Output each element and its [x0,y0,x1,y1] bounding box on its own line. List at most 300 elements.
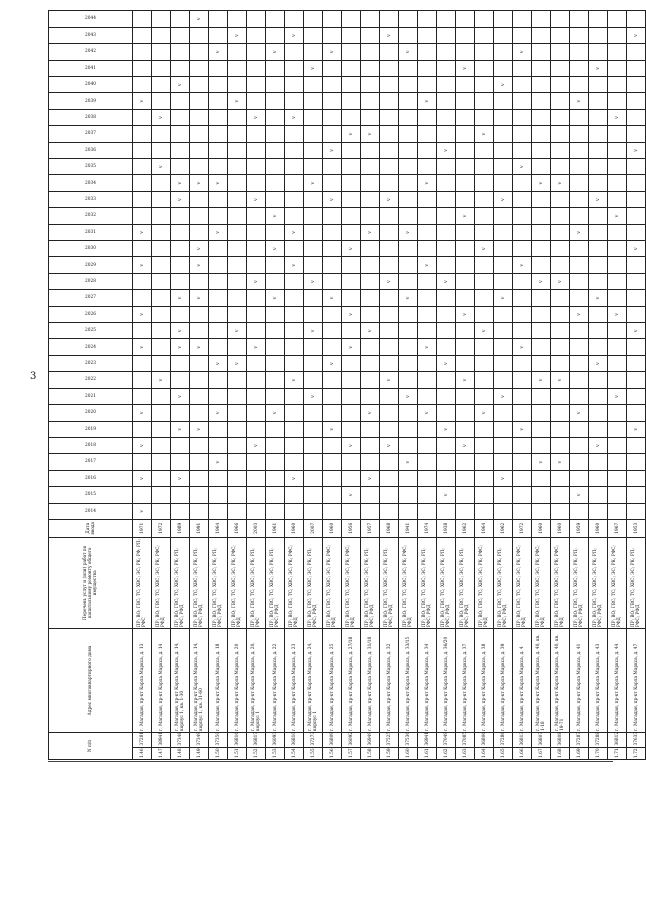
year-cell [285,339,304,355]
year-cell [589,454,608,470]
year-cell [608,273,627,289]
year-cell [209,208,228,224]
year-cell [247,339,266,355]
year-cell [152,27,171,43]
year-cell [494,273,513,289]
year-cell [570,109,589,125]
work-scheduled-mark: v [347,444,354,448]
year-cell [209,454,228,470]
year-label: 2030 [85,246,96,252]
year-cell [570,191,589,207]
table-row [304,11,323,760]
work-scheduled-mark: v [480,411,487,415]
work-scheduled-mark: v [195,263,202,267]
year-cell [456,241,475,257]
year-cell [608,487,627,503]
year-cell [209,257,228,273]
year-cell [570,273,589,289]
year-cell [152,273,171,289]
work-scheduled-mark: v [214,230,221,234]
year-cell [589,109,608,125]
year-label: 2014 [85,508,96,514]
table-row [399,11,418,760]
year-cell [304,306,323,322]
work-scheduled-mark: v [214,460,221,464]
year-cell [456,60,475,76]
work-scheduled-mark: v [290,378,297,382]
year-label: 2016 [85,475,96,481]
year-cell [323,306,342,322]
work-scheduled-mark: v [423,345,430,349]
year-cell [513,208,532,224]
year-cell [475,76,494,92]
year-cell [380,470,399,486]
year-cell [133,76,152,92]
row-services: ПР; ВО; ГВС; ТС; ХВС; ЭС; РК; РП; РФС; РФД [589,537,608,628]
year-cell [228,355,247,371]
year-cell [589,290,608,306]
year-cell [323,109,342,125]
year-cell [266,241,285,257]
year-cell [342,126,361,142]
year-cell [209,76,228,92]
year-cell [513,405,532,421]
year-cell [551,503,570,519]
year-cell [285,405,304,421]
year-cell [380,487,399,503]
row-house-id: 36806 [475,732,494,747]
year-cell [342,339,361,355]
year-cell [190,142,209,158]
year-cell [304,355,323,371]
year-cell [475,355,494,371]
year-cell [228,503,247,519]
year-cell [190,388,209,404]
year-cell [551,76,570,92]
year-header [49,454,133,470]
year-cell [304,224,323,240]
year-cell [285,437,304,453]
year-cell [152,60,171,76]
year-header [49,372,133,388]
work-scheduled-mark: v [461,214,468,218]
year-cell [456,93,475,109]
year-cell [380,290,399,306]
year-cell [209,470,228,486]
year-cell [133,273,152,289]
year-cell [608,241,627,257]
row-services: ПР; ВО; ГВС; ТС; ХВС; ЭС; РК; РП; РФС [247,537,266,628]
row-number: 1.68 [551,747,570,759]
row-house-id: 36949 [361,732,380,747]
header-n: N п/п [49,732,133,759]
year-cell [247,60,266,76]
year-cell [551,257,570,273]
year-cell [323,44,342,60]
year-cell [380,191,399,207]
year-cell [152,290,171,306]
row-services: ПР; ВО; ГВС; ТС; ХВС; ЭС; РК; РФС; РФД [228,537,247,628]
row-house-id: 37349 [190,732,209,747]
year-cell [380,241,399,257]
year-cell [152,355,171,371]
year-cell [323,11,342,28]
year-cell [475,339,494,355]
year-label: 2023 [85,361,96,367]
year-cell [133,437,152,453]
year-cell [285,388,304,404]
work-scheduled-mark: v [423,99,430,103]
row-date: 1957 [361,519,380,537]
row-services: ПР; ВО; ГВС; ТС; ХВС; ЭС; РК; РП; РФС; РФД [494,537,513,628]
year-cell [608,208,627,224]
year-cell [133,27,152,43]
year-cell [475,142,494,158]
year-cell [418,388,437,404]
year-cell [190,93,209,109]
year-cell [361,191,380,207]
year-cell [209,487,228,503]
year-cell [589,273,608,289]
work-scheduled-mark: v [271,296,278,300]
year-cell [418,372,437,388]
year-cell [494,405,513,421]
year-cell [513,470,532,486]
year-cell [171,175,190,191]
year-cell [437,159,456,175]
year-cell [475,126,494,142]
year-cell [494,257,513,273]
year-cell [171,421,190,437]
year-cell [285,503,304,519]
year-cell [152,76,171,92]
row-services: ПР; ВО; ГВС; ТС; ХВС; ЭС; РК; РФС; РФД [513,537,532,628]
year-cell [418,76,437,92]
year-cell [551,323,570,339]
year-cell [209,323,228,339]
work-scheduled-mark: v [233,329,240,333]
year-cell [570,241,589,257]
year-cell [608,27,627,43]
year-cell [266,437,285,453]
year-label: 2017 [85,459,96,465]
row-house-id: 37273 [304,732,323,747]
year-cell [133,109,152,125]
year-cell [228,339,247,355]
row-house-id: 37525 [380,732,399,747]
row-date: 1962 [456,519,475,537]
year-cell [532,60,551,76]
year-cell [627,159,646,175]
year-cell [456,11,475,28]
row-date: 1968 [380,519,399,537]
year-cell [190,454,209,470]
year-cell [152,208,171,224]
work-scheduled-mark: v [328,362,335,366]
year-cell [361,241,380,257]
year-header [49,355,133,371]
year-cell [532,76,551,92]
work-scheduled-mark: v [613,395,620,398]
year-cell [133,44,152,60]
year-cell [399,224,418,240]
year-cell [437,142,456,158]
row-services: ПР; ВО; ГВС; ТС; ХВС; ЭС; РК; РП; РФС; РФД [418,537,437,628]
row-address: г. Магадан, пр-кт Карла Маркса, д. 31/18 [361,629,380,733]
year-cell [532,257,551,273]
year-cell [342,487,361,503]
year-cell [247,126,266,142]
year-cell [342,11,361,28]
year-cell [342,224,361,240]
year-cell [171,405,190,421]
row-house-id: 37348 [171,732,190,747]
year-cell [494,159,513,175]
year-cell [285,208,304,224]
year-header [49,323,133,339]
row-date: 2003 [247,519,266,537]
year-label: 2033 [85,197,96,203]
table-row [266,11,285,760]
work-scheduled-mark: v [214,411,221,415]
work-scheduled-mark: v [195,345,202,349]
year-cell [209,109,228,125]
year-cell [152,306,171,322]
year-cell [532,224,551,240]
work-scheduled-mark: v [271,247,278,251]
row-address: г. Магадан, пр-кт Карла Маркса, д. 22 [266,629,285,733]
year-cell [589,60,608,76]
year-cell [171,44,190,60]
year-cell [418,11,437,28]
row-house-id: 36808 [551,732,570,747]
row-house-id: 36813 [513,732,532,747]
year-cell [190,159,209,175]
row-house-id: 37281 [133,732,152,747]
year-cell [380,159,399,175]
row-number: 1.49 [190,747,209,759]
work-scheduled-mark: v [252,198,259,201]
year-cell [437,487,456,503]
year-cell [380,454,399,470]
row-house-id: 36809 [323,732,342,747]
year-cell [133,421,152,437]
year-cell [323,175,342,191]
work-scheduled-mark: v [556,460,563,464]
row-date: 1966 [228,519,247,537]
year-label: 2037 [85,131,96,137]
row-house-id: 37288 [589,732,608,747]
row-services: ПР; ВО; ГВС; ТС; ХВС; ЭС; РК; РФС; РФД [551,537,570,628]
year-cell [285,241,304,257]
work-scheduled-mark: v [518,345,525,349]
work-scheduled-mark: v [442,362,449,366]
row-number: 1.64 [475,747,494,759]
year-cell [475,372,494,388]
year-cell [171,208,190,224]
row-date: 1953 [627,519,646,537]
year-cell [304,44,323,60]
year-cell [380,93,399,109]
row-date: 1961 [266,519,285,537]
row-number: 1.50 [209,747,228,759]
work-scheduled-mark: v [138,345,145,349]
year-cell [133,191,152,207]
year-cell [475,323,494,339]
work-scheduled-mark: v [594,66,601,70]
year-cell [437,273,456,289]
work-scheduled-mark: v [233,99,240,103]
year-cell [570,175,589,191]
year-cell [152,405,171,421]
year-cell [247,306,266,322]
year-cell [494,421,513,437]
year-cell [133,388,152,404]
table-row [171,11,190,760]
year-cell [228,372,247,388]
year-cell [608,44,627,60]
year-cell [418,306,437,322]
year-cell [399,355,418,371]
table-row [380,11,399,760]
year-cell [475,273,494,289]
year-header [49,142,133,158]
year-cell [494,503,513,519]
year-header [49,339,133,355]
year-cell [209,191,228,207]
year-cell [513,191,532,207]
year-cell [456,224,475,240]
year-cell [494,93,513,109]
year-cell [418,339,437,355]
year-cell [380,273,399,289]
work-scheduled-mark: v [442,280,449,283]
year-cell [247,208,266,224]
year-cell [551,273,570,289]
year-cell [437,27,456,43]
year-cell [418,60,437,76]
year-cell [266,470,285,486]
work-scheduled-mark: v [518,427,525,431]
year-cell [437,421,456,437]
year-cell [475,470,494,486]
year-cell [342,93,361,109]
year-cell [304,421,323,437]
year-cell [247,224,266,240]
year-cell [133,257,152,273]
year-cell [361,159,380,175]
year-cell [266,273,285,289]
year-cell [190,306,209,322]
year-cell [513,323,532,339]
year-cell [532,503,551,519]
year-cell [456,208,475,224]
year-cell [171,126,190,142]
year-cell [247,11,266,28]
year-cell [266,208,285,224]
row-services: ПР; ВО; ГВС; ТС; ХВС; ЭС; РК; РП; РФС; РФД [627,537,646,628]
year-cell [342,191,361,207]
year-cell [551,44,570,60]
year-cell [627,306,646,322]
year-label: 2026 [85,311,96,317]
year-cell [342,257,361,273]
year-cell [437,372,456,388]
year-cell [456,339,475,355]
work-scheduled-mark: v [195,247,202,251]
year-cell [589,159,608,175]
year-cell [342,109,361,125]
year-cell [304,388,323,404]
row-house-id: 37085 [456,732,475,747]
work-scheduled-mark: v [632,148,639,152]
year-cell [133,126,152,142]
row-services: ПР; ВО; ГВС; ТС; ХВС; ЭС; РК; РП; РФС; РФД [437,537,456,628]
year-cell [152,109,171,125]
year-cell [228,27,247,43]
year-cell [247,355,266,371]
year-cell [285,273,304,289]
year-cell [437,405,456,421]
footer-rule [48,761,613,762]
year-cell [304,126,323,142]
year-header [49,405,133,421]
year-cell [399,454,418,470]
year-cell [171,257,190,273]
row-address: г. Магадан, пр-кт Карла Маркса, д. 14, корпус 1, кв. 1-30 [171,629,190,733]
year-cell [513,257,532,273]
year-cell [532,142,551,158]
year-cell [380,257,399,273]
year-cell [171,306,190,322]
year-cell [247,372,266,388]
year-cell [361,470,380,486]
year-cell [342,421,361,437]
year-cell [570,27,589,43]
year-cell [608,355,627,371]
year-cell [190,273,209,289]
row-house-id: 37286 [494,732,513,747]
row-number: 1.66 [513,747,532,759]
year-cell [266,126,285,142]
year-cell [475,454,494,470]
year-cell [399,159,418,175]
year-cell [304,257,323,273]
row-address: г. Магадан, пр-кт Карла Маркса, д. 33/15 [399,629,418,733]
year-cell [399,339,418,355]
year-cell [494,339,513,355]
year-cell [323,421,342,437]
year-cell [494,290,513,306]
year-cell [228,93,247,109]
year-label: 2044 [85,16,96,22]
work-scheduled-mark: v [575,312,582,316]
year-cell [133,355,152,371]
row-number: 1.65 [494,747,513,759]
year-cell [380,437,399,453]
year-cell [532,437,551,453]
year-cell [494,487,513,503]
year-cell [190,470,209,486]
year-cell [399,470,418,486]
work-scheduled-mark: v [461,378,468,382]
year-cell [399,503,418,519]
year-cell [608,175,627,191]
year-cell [152,487,171,503]
year-cell [494,454,513,470]
row-number: 1.69 [570,747,589,759]
year-cell [570,372,589,388]
